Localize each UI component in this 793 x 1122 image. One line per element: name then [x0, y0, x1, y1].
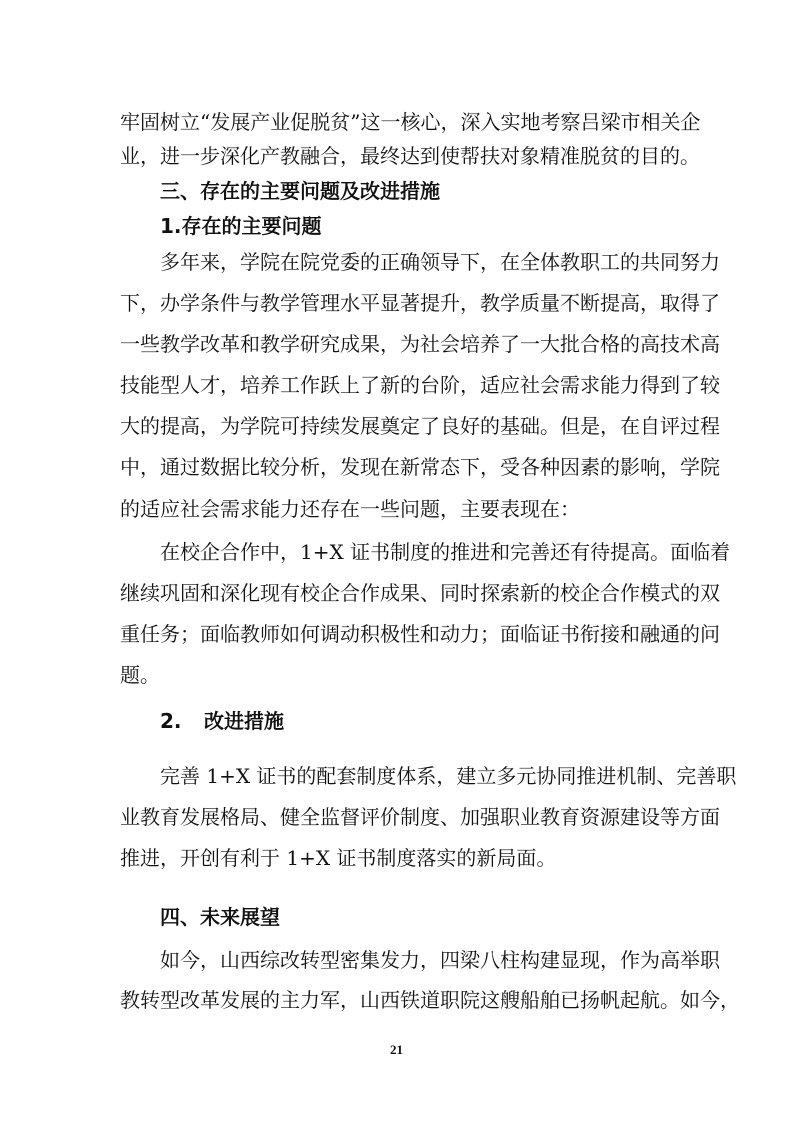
paragraph-line: 在校企合作中，1+X 证书制度的推进和完善还有待提高。面临着 — [160, 540, 731, 564]
paragraph-line: 完善 1+X 证书的配套制度体系，建立多元协同推进机制、完善职 — [160, 764, 737, 788]
paragraph-line: 如今，山西综改转型密集发力，四梁八柱构建显现，作为高举职 — [160, 948, 720, 972]
paragraph-line: 多年来，学院在院党委的正确领导下，在全体教职工的共同努力 — [160, 250, 720, 274]
paragraph-line: 推进，开创有利于 1+X 证书制度落实的新局面。 — [120, 846, 557, 870]
paragraph-line: 中，通过数据比较分析，发现在新常态下，受各种因素的影响，学院 — [120, 455, 720, 479]
section-heading-3: 三、存在的主要问题及改进措施 — [160, 179, 440, 203]
subsection-heading-2 — [160, 706, 284, 736]
subsection-number: 2. — [160, 709, 182, 733]
paragraph-line: 牢固树立“发展产业促脱贫”这一核心，深入实地考察吕梁市相关企 — [120, 110, 701, 134]
paragraph-line: 业，进一步深化产教融合，最终达到使帮扶对象精准脱贫的目的。 — [120, 144, 700, 168]
paragraph-line: 教转型改革发展的主力军，山西铁道职院这艘船舶已扬帆起航。如今， — [120, 988, 740, 1012]
paragraph-line: 业教育发展格局、健全监督评价制度、加强职业教育资源建设等方面 — [120, 805, 720, 829]
subsection-title: 改进措施 — [204, 709, 284, 733]
paragraph-line: 下，办学条件与教学管理水平显著提升，教学质量不断提高，取得了 — [120, 291, 720, 315]
page-number: 21 — [390, 1042, 403, 1057]
paragraph-line: 继续巩固和深化现有校企合作成果、同时探索新的校企合作模式的双 — [120, 581, 720, 605]
subsection-heading-1: 1.存在的主要问题 — [160, 214, 322, 238]
paragraph-line: 重任务；面临教师如何调动积极性和动力；面临证书衔接和融通的问 — [120, 622, 720, 646]
paragraph-line: 技能型人才，培养工作跃上了新的台阶，适应社会需求能力得到了较 — [120, 373, 720, 397]
section-heading-4: 四、未来展望 — [160, 905, 280, 929]
paragraph-line: 题。 — [120, 663, 160, 687]
paragraph-line: 一些教学改革和教学研究成果，为社会培养了一大批合格的高技术高 — [120, 332, 720, 356]
paragraph-line: 的适应社会需求能力还存在一些问题，主要表现在： — [120, 497, 580, 521]
paragraph-line: 大的提高，为学院可持续发展奠定了良好的基础。但是，在自评过程 — [120, 414, 720, 438]
